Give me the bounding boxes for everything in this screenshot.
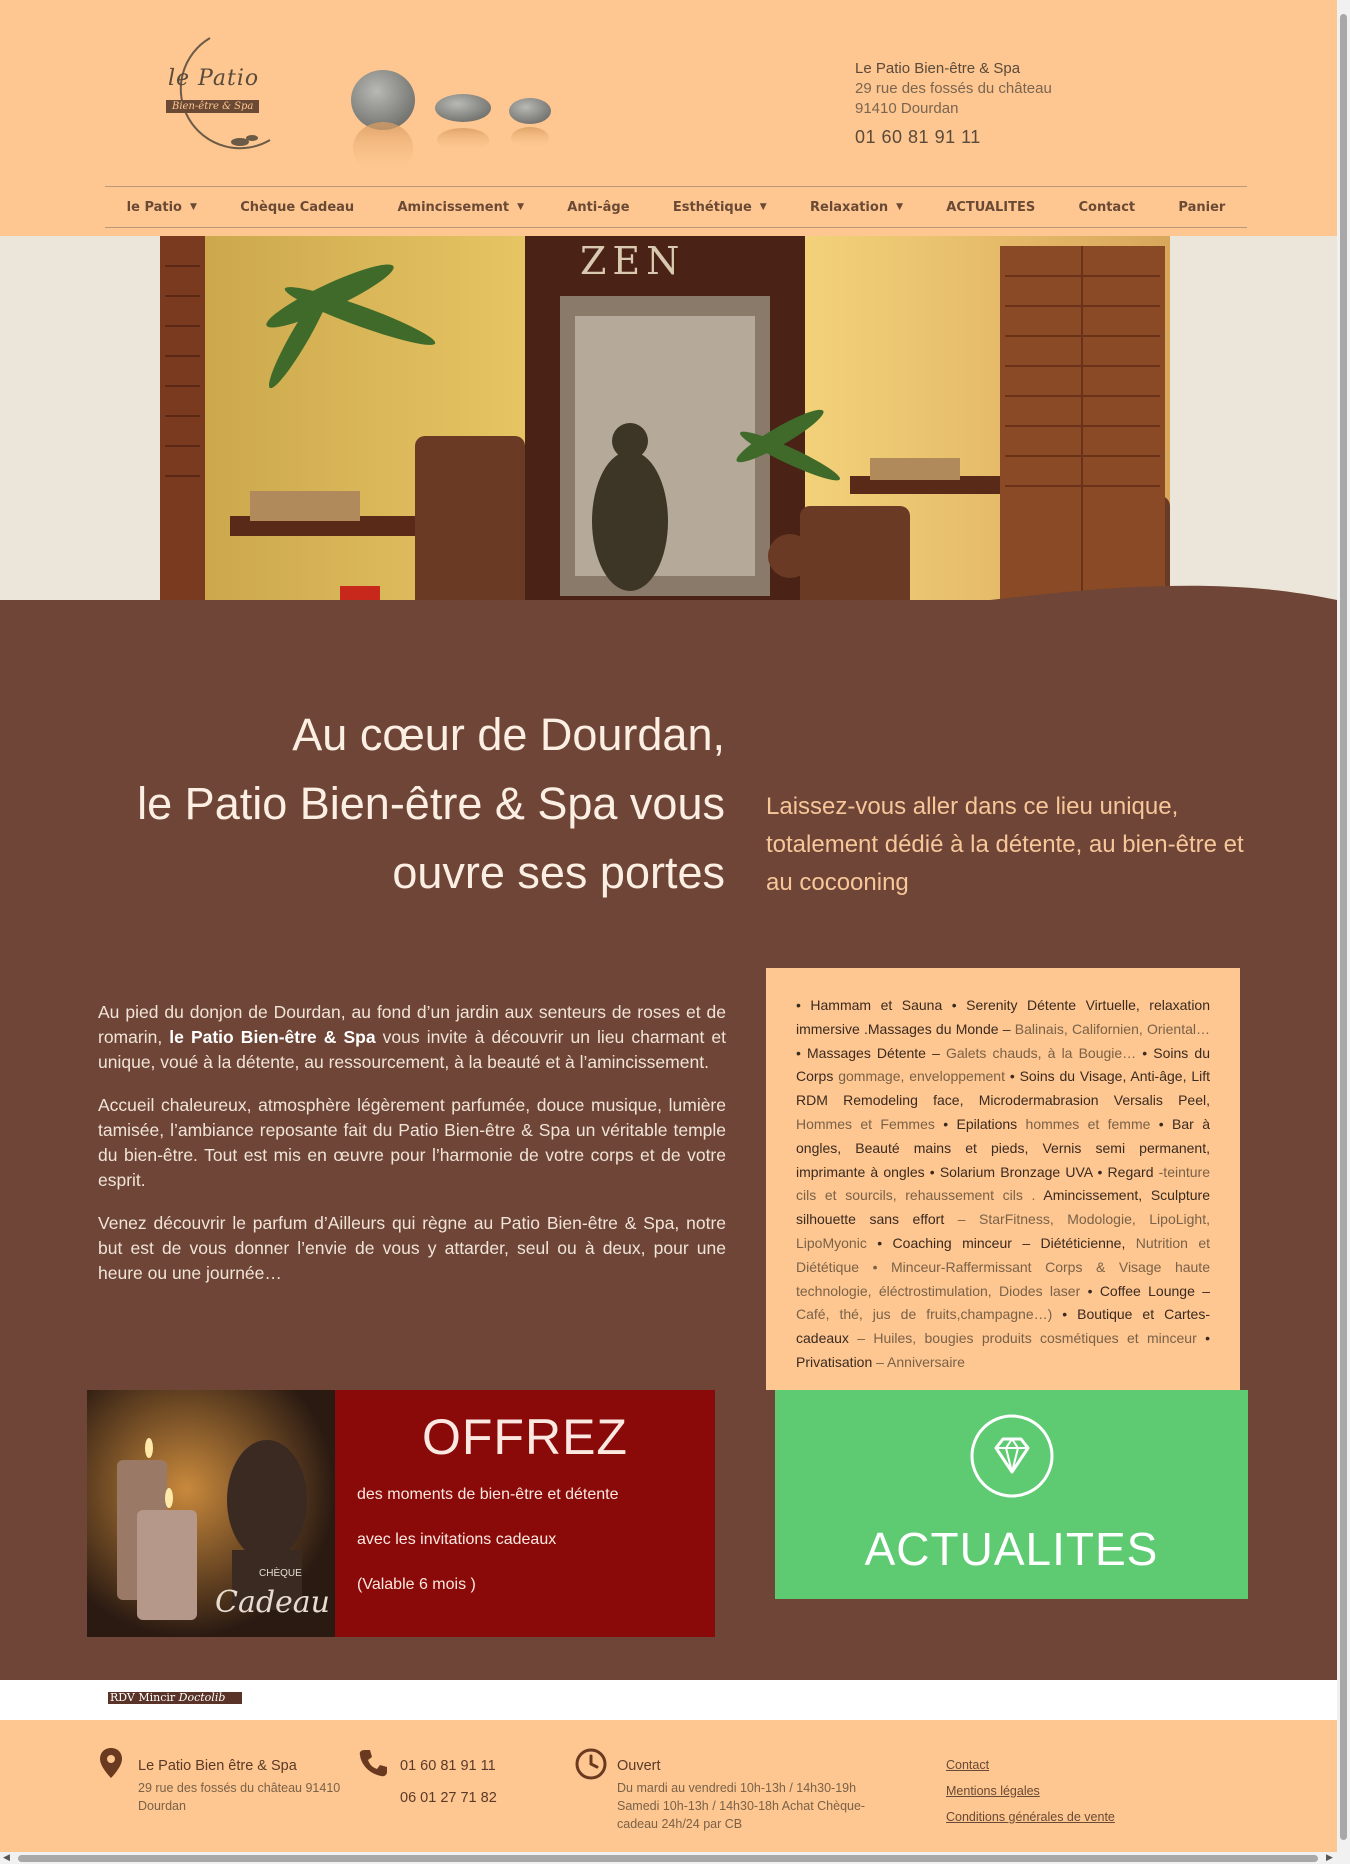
nav-item-cheque-cadeau[interactable] — [240, 200, 354, 215]
location-pin-icon — [100, 1748, 122, 1778]
logo-title: le Patio — [168, 66, 260, 91]
nav-item-anti-age[interactable] — [567, 200, 629, 215]
nav-item-relaxation[interactable] — [810, 200, 903, 215]
headline-line-3: ouvre ses portes — [392, 847, 725, 898]
service-text: • Hammam et Sauna • Serenity Détente Virtuelle, relaxation immersive .Massages du Monde – — [796, 997, 1210, 1037]
service-detail: -teinture cils et sourcils, rehaussement cils . — [796, 1163, 1210, 1204]
nav-label: Contact — [1078, 199, 1136, 215]
offer-title: OFFREZ — [422, 1409, 628, 1465]
business-name: Le Patio Bien-être & Spa — [855, 60, 1021, 77]
service-detail: Café, thé, jus de fruits,champagne…) — [796, 1306, 1053, 1323]
zen-sign: ZEN — [580, 239, 686, 283]
offer-line-1: des moments de bien-être et détente — [357, 1486, 619, 1503]
service-detail: gommage, enveloppement — [838, 1068, 1005, 1085]
caret-down-icon: ▼ — [517, 202, 524, 212]
headline-line-2: le Patio Bien-être & Spa vous — [137, 778, 725, 829]
service-text: • Privatisation — [796, 1330, 1210, 1370]
footer-hours-title: Ouvert — [617, 1758, 661, 1774]
address-line-1: 29 rue des fossés du château — [855, 80, 1052, 97]
candles-illustration — [87, 1390, 335, 1637]
paragraph-bold: le Patio Bien-être & Spa — [169, 1027, 376, 1047]
logo-circle-icon — [150, 30, 280, 160]
nav-label: ACTUALITES — [946, 199, 1036, 215]
pebbles-image — [345, 60, 565, 180]
intro-paragraph-2: Accueil chaleureux, atmosphère légèrement parfumée, douce musique, lumière tamisée, l’ambiance reposante fait du Patio Bien-être & Spa un véritable temple du bien-être. Tout est mis en œuvre pour l’harmonie de votre corps et de votre esprit. — [98, 1095, 726, 1190]
paragraph-text: Au pied du donjon de Dourdan, au fond d’un jardin aux senteurs de roses et de romarin, — [98, 1002, 726, 1047]
footer-phone-1[interactable]: 01 60 81 91 11 — [400, 1758, 496, 1774]
footer-link-contact[interactable]: Contact — [946, 1758, 990, 1772]
nav-item-le-patio[interactable] — [127, 200, 197, 215]
site-footer — [0, 1720, 1337, 1852]
offer-line-2: avec les invitations cadeaux — [357, 1531, 557, 1548]
nav-item-panier[interactable] — [1178, 200, 1225, 215]
service-detail: Nutrition et Diététique • Minceur-Raffermissant Corps & Visage haute technologie, éléctrostimulation, Diodes laser — [796, 1234, 1211, 1299]
services-list — [766, 968, 1240, 1390]
scroll-right-arrow-icon[interactable]: ▶ — [1326, 1853, 1333, 1863]
intro-subhead: Laissez-vous aller dans ce lieu unique, totalement dédié à la détente, au bien-être et au cocooning — [766, 793, 1244, 896]
nav-item-actualites[interactable] — [946, 200, 1035, 215]
service-text: • Coaching minceur – Diététicienne, — [866, 1234, 1136, 1251]
service-text: • Massages Détente – — [796, 1044, 946, 1061]
nav-item-amincissement[interactable] — [397, 200, 524, 215]
service-text: Amincissement, Sculpture silhouette sans effort — [796, 1187, 1210, 1228]
diamond-icon — [970, 1414, 1054, 1498]
actualites-card[interactable] — [775, 1390, 1248, 1599]
service-text: • Soins du Corps — [796, 1044, 1210, 1085]
scroll-left-arrow-icon[interactable]: ◀ — [3, 1853, 10, 1863]
vertical-scrollbar[interactable] — [1337, 0, 1350, 1852]
footer-address: 29 rue des fossés du château 91410 Dourdan — [138, 1781, 341, 1813]
footer-link-mentions-legales[interactable]: Mentions légales — [946, 1784, 1040, 1798]
header-phone[interactable]: 01 60 81 91 11 — [855, 127, 981, 147]
service-detail: – StarFitness, Modologie, LipoLight, LipoMyonic — [796, 1211, 1210, 1251]
gift-offer-card[interactable] — [87, 1390, 715, 1637]
phone-icon — [358, 1748, 388, 1778]
intro-body — [98, 1000, 726, 1304]
rdv-mincir-doctolib-link[interactable] — [108, 1692, 242, 1704]
clock-icon — [575, 1748, 607, 1780]
vertical-scroll-thumb[interactable] — [1340, 14, 1347, 1840]
intro-paragraph-3: Venez découvrir le parfum d’Ailleurs qui règne au Patio Bien-être & Spa, notre but est de vous donner l’envie de vous y attarder, seul ou à deux, pour une heure ou une journée… — [98, 1213, 726, 1283]
caret-down-icon: ▼ — [190, 202, 197, 212]
service-text: • Bar à ongles, Beauté mains et pieds, Vernis semi permanent, imprimante à ongles • Solarium Bronzage UVA • Regard — [796, 1115, 1210, 1180]
service-text: • Boutique et Cartes-cadeaux — [796, 1306, 1210, 1347]
main-nav — [105, 186, 1247, 228]
service-detail: – Huiles, bougies produits cosmétiques et minceur — [857, 1330, 1197, 1347]
caret-down-icon: ▼ — [759, 202, 767, 212]
nav-label: Amincissement — [397, 199, 510, 215]
service-detail: Balinais, Californien, Oriental… — [1014, 1020, 1211, 1037]
footer-business-name: Le Patio Bien être & Spa — [138, 1758, 297, 1774]
paragraph-text: vous invite à découvrir un lieu charmant et unique, voué à la détente, au ressourcement, à la beauté et à l’amincissement. — [98, 1027, 726, 1072]
logo-tagline: Bien-être & Spa — [166, 100, 259, 113]
service-text: • Epilations — [934, 1115, 1026, 1132]
footer-link-cgv[interactable]: Conditions générales de vente — [946, 1810, 1115, 1824]
cheque-label: CHÈQUE — [259, 1568, 302, 1579]
cadeau-label: Cadeau — [215, 1585, 331, 1620]
caret-down-icon: ▼ — [896, 202, 903, 212]
nav-label: Panier — [1178, 199, 1226, 215]
horizontal-scrollbar[interactable] — [0, 1852, 1350, 1864]
service-detail: Galets chauds, à la Bougie… — [945, 1044, 1137, 1061]
address-line-2: 91410 Dourdan — [855, 100, 959, 117]
service-detail: hommes et femme — [1025, 1115, 1151, 1132]
section-wave-divider — [0, 560, 1337, 640]
nav-label: Anti-âge — [567, 199, 630, 215]
nav-item-contact[interactable] — [1078, 200, 1135, 215]
service-text: • Coffee Lounge – — [1080, 1282, 1210, 1299]
site-logo[interactable] — [150, 30, 280, 160]
service-text: • Soins du Visage, Anti-âge, Lift RDM Remodeling face, Microdermabrasion Versalis Peel, — [796, 1068, 1211, 1109]
nav-label: Esthétique — [672, 199, 752, 215]
nav-label: le Patio — [126, 199, 182, 215]
nav-label: Relaxation — [810, 199, 889, 215]
nav-label: Chèque Cadeau — [240, 199, 355, 215]
site-header — [0, 0, 1337, 236]
intro-headline — [90, 700, 725, 907]
footer-phone-2[interactable]: 06 01 27 71 82 — [400, 1790, 497, 1806]
service-detail: – Anniversaire — [876, 1353, 965, 1370]
nav-item-esthetique[interactable] — [673, 200, 767, 215]
service-detail: Hommes et Femmes — [796, 1115, 935, 1132]
rdv-text: RDV Mincir — [110, 1692, 176, 1704]
footer-hours: Du mardi au vendredi 10h-13h / 14h30-19h Samedi 10h-13h / 14h30-18h Achat Chèque-cadeau 24h/24 par CB — [617, 1781, 866, 1831]
gift-candles-image — [87, 1390, 335, 1637]
actualites-label: ACTUALITES — [864, 1523, 1159, 1575]
horizontal-scroll-thumb[interactable] — [18, 1855, 1318, 1862]
header-contact — [855, 60, 1052, 148]
doctolib-logo: Doctolib — [178, 1692, 226, 1704]
intro-paragraph-1 — [98, 1000, 726, 1075]
offer-line-3: (Valable 6 mois ) — [357, 1576, 476, 1593]
headline-line-1: Au cœur de Dourdan, — [292, 709, 725, 760]
